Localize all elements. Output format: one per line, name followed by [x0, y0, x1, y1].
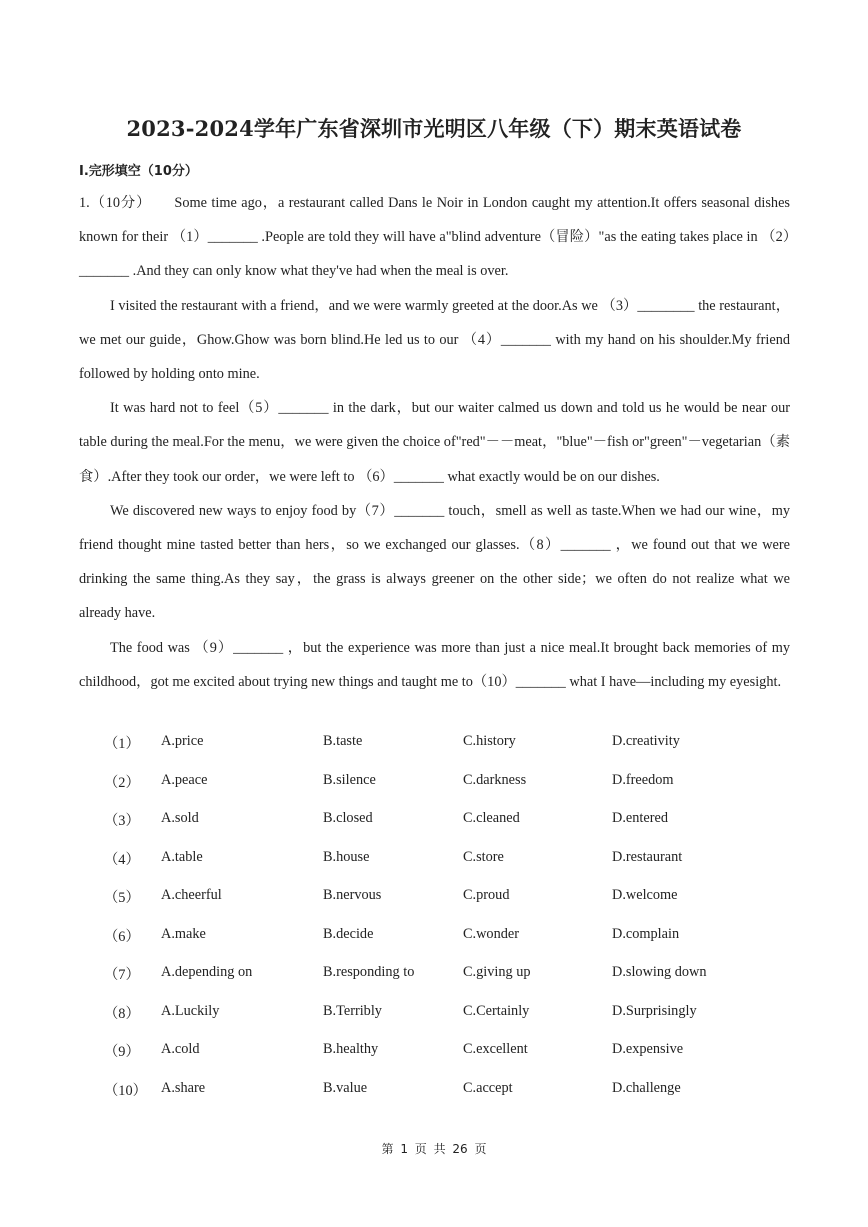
page-footer: 第 1 页 共 26 页: [381, 1142, 487, 1156]
question-number: （10）: [104, 1082, 147, 1099]
option-c: C.store: [463, 848, 504, 865]
options-list: [104, 733, 804, 1118]
passage-paragraph: 1.（10分） Some time ago，a restaurant called Dans le Noir in London caught my attention.It offers seasonal dishes known for their （1）_______ .People are told they will have a"blind adventure（冒险）"as the eating takes place in （2）_______ .And they can only know what they've had when the meal is over.: [79, 195, 790, 280]
passage-paragraph: We discovered new ways to enjoy food by（7）_______ touch，smell as well as taste.When we had our wine，my friend thought mine tasted better than hers，so we exchanged our glasses.（8）_______ ，we found out that we were drinking the same thing.As they say，the grass is always greener on the other side；we often do not realize what we already have.: [79, 502, 790, 622]
option-row: [104, 887, 804, 926]
option-d: D.welcome: [612, 887, 678, 903]
option-row: [104, 733, 804, 772]
question-number: （9）: [104, 1044, 140, 1060]
option-d: D.creativity: [612, 733, 680, 749]
option-row: [104, 1080, 804, 1119]
option-b: B.Terribly: [323, 1002, 382, 1019]
cloze-passage: [79, 186, 790, 699]
question-number: （6）: [104, 928, 140, 945]
option-a: A.share: [161, 1079, 206, 1096]
option-d: D.slowing down: [612, 964, 707, 980]
question-number: （5）: [104, 890, 140, 906]
option-row: [104, 772, 804, 811]
option-c: C.accept: [463, 1079, 513, 1096]
option-b: B.closed: [323, 810, 373, 826]
question-number: （7）: [104, 967, 140, 983]
option-b: B.taste: [323, 733, 363, 749]
option-a: A.Luckily: [161, 1002, 220, 1019]
question-number: （8）: [104, 1005, 140, 1022]
option-row: [104, 964, 804, 1003]
option-d: D.entered: [612, 810, 668, 826]
option-c: C.cleaned: [463, 810, 520, 826]
option-row: [104, 849, 804, 888]
option-b: B.silence: [323, 771, 376, 788]
passage-paragraph: I visited the restaurant with a friend，and we were warmly greeted at the door.As we （3）________ the restaurant，we met our guide，Ghow.Ghow was born blind.He led us to our （4）_______ with my hand on his shoulder.My friend followed by holding onto mine.: [79, 297, 790, 383]
page-title: 2023-2024学年广东省深圳市光明区八年级（下）期末英语试卷: [126, 116, 742, 141]
passage-paragraph: The food was （9）_______ ，but the experience was more than just a nice meal.It brought back memories of my childhood，got me excited about trying new things and taught me to（10）_______ what I have—including my eyesight.: [79, 639, 790, 690]
option-d: D.freedom: [612, 771, 674, 788]
option-d: D.challenge: [612, 1079, 681, 1096]
option-a: A.price: [161, 733, 204, 749]
option-b: B.nervous: [323, 887, 382, 903]
option-a: A.cheerful: [161, 887, 222, 903]
option-row: [104, 1041, 804, 1080]
option-c: C.Certainly: [463, 1002, 530, 1019]
option-row: [104, 926, 804, 965]
option-b: B.house: [323, 848, 370, 865]
option-a: A.cold: [161, 1041, 200, 1057]
option-d: D.expensive: [612, 1041, 684, 1057]
option-a: A.sold: [161, 810, 199, 826]
question-number: （2）: [104, 774, 140, 791]
passage-paragraph: It was hard not to feel（5）_______ in the dark，but our waiter calmed us down and told us he would be near our table during the meal.For the menu，we were given the choice of"red"－－meat，"blue"－fish or"green"－vegetarian（素食）.After they took our order，we were left to （6）_______ what exactly would be on our dishes.: [79, 400, 790, 485]
option-b: B.decide: [323, 925, 374, 942]
option-c: C.darkness: [463, 771, 527, 788]
option-b: B.responding to: [323, 964, 415, 980]
option-b: B.value: [323, 1079, 368, 1096]
option-c: C.wonder: [463, 925, 519, 942]
option-b: B.healthy: [323, 1041, 379, 1057]
question-number: （1）: [104, 736, 140, 752]
option-a: A.depending on: [161, 964, 253, 980]
section-heading: I.完形填空（10分）: [79, 164, 198, 179]
option-row: [104, 810, 804, 849]
option-c: C.excellent: [463, 1041, 528, 1057]
option-row: [104, 1003, 804, 1042]
option-d: D.restaurant: [612, 848, 683, 865]
option-d: D.complain: [612, 925, 680, 942]
option-c: C.giving up: [463, 964, 531, 980]
option-c: C.proud: [463, 887, 510, 903]
option-a: A.make: [161, 925, 206, 942]
question-number: （3）: [104, 813, 140, 829]
option-a: A.peace: [161, 771, 208, 788]
option-d: D.Surprisingly: [612, 1002, 697, 1019]
option-a: A.table: [161, 848, 203, 865]
option-c: C.history: [463, 733, 516, 749]
question-number: （4）: [104, 851, 140, 868]
